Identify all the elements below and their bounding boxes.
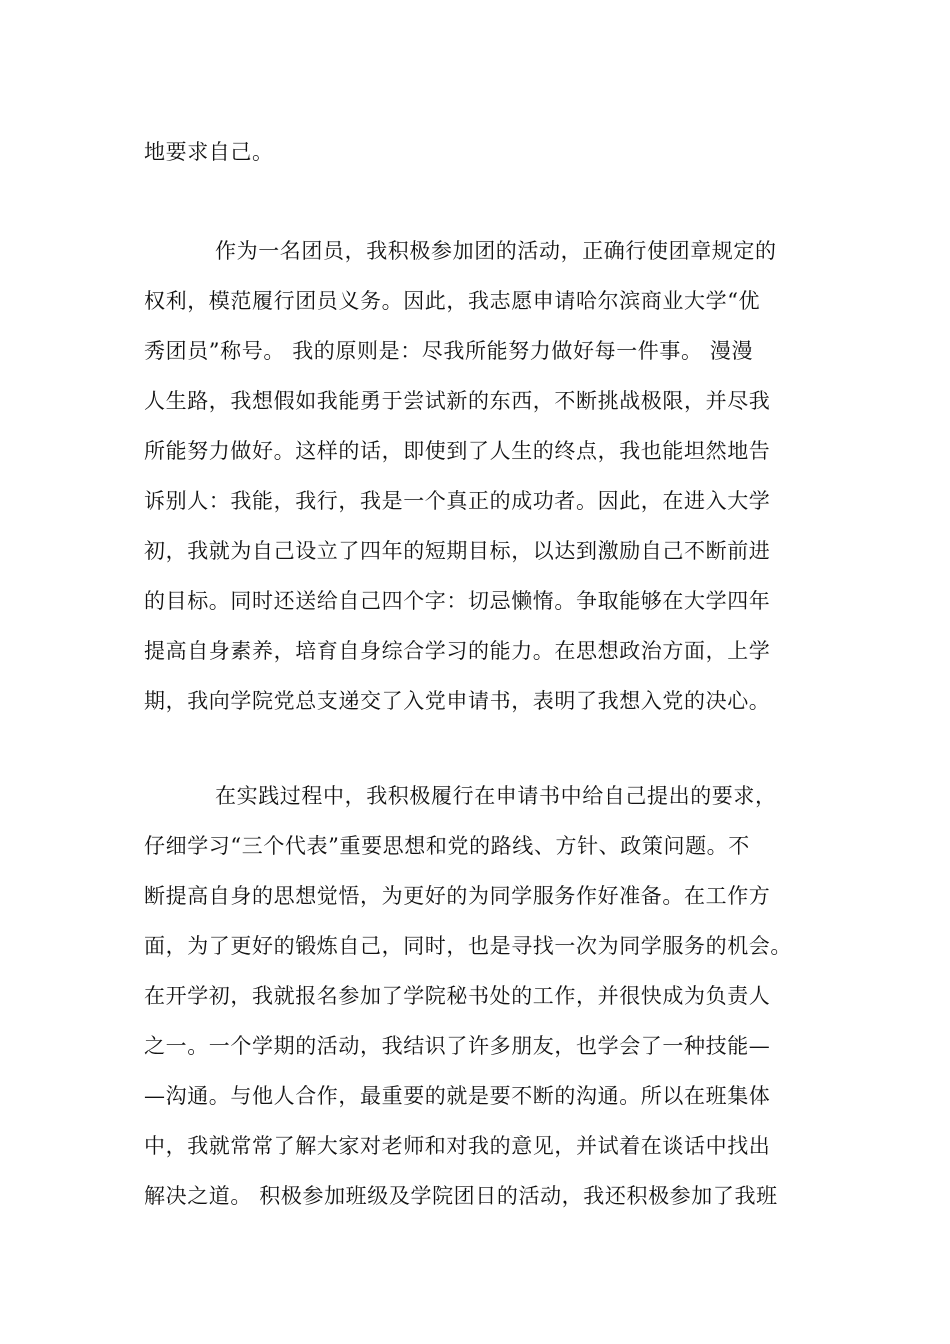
text-line: 的目标。同时还送给自己四个字：切忌懒惰。争取能够在大学四年 [144,589,771,613]
text-line: 在实践过程中，我积极履行在申请书中给自己提出的要求， [215,784,777,808]
text-line: 作为一名团员，我积极参加团的活动，正确行使团章规定的 [215,239,777,263]
text-line: 提高自身素养，培育自身综合学习的能力。在思想政治方面，上学 [144,639,771,663]
text-line: 断提高自身的思想觉悟，为更好的为同学服务作好准备。在工作方 [144,884,771,908]
text-line: 解决之道。 积极参加班级及学院团日的活动，我还积极参加了我班 [144,1184,778,1208]
text-line: 地要求自己。 [144,140,274,164]
text-line: 所能努力做好。这样的话，即使到了人生的终点，我也能坦然地告 [144,439,771,463]
text-line: 之一。一个学期的活动，我结识了许多朋友，也学会了一种技能— [144,1034,771,1058]
text-line: 在开学初，我就报名参加了学院秘书处的工作，并很快成为负责人 [144,984,771,1008]
text-line: 中，我就常常了解大家对老师和对我的意见，并试着在谈话中找出 [144,1134,771,1158]
text-line: 面，为了更好的锻炼自己，同时，也是寻找一次为同学服务的机会。 [144,934,792,958]
text-line: 初，我就为自己设立了四年的短期目标，以达到激励自己不断前进 [144,539,771,563]
text-line: —沟通。与他人合作，最重要的就是要不断的沟通。所以在班集体 [144,1084,771,1108]
text-line: 人生路，我想假如我能勇于尝试新的东西，不断挑战极限，并尽我 [144,389,771,413]
text-line: 权利，模范履行团员义务。因此，我志愿申请哈尔滨商业大学“优 [144,289,761,313]
text-line: 秀团员”称号。 我的原则是：尽我所能努力做好每一件事。 漫漫 [144,339,754,363]
text-line: 期，我向学院党总支递交了入党申请书，表明了我想入党的决心。 [144,689,771,713]
text-line: 诉别人：我能，我行，我是一个真正的成功者。因此，在进入大学 [144,489,771,513]
text-line: 仔细学习“三个代表”重要思想和党的路线、方针、政策问题。不 [144,834,750,858]
